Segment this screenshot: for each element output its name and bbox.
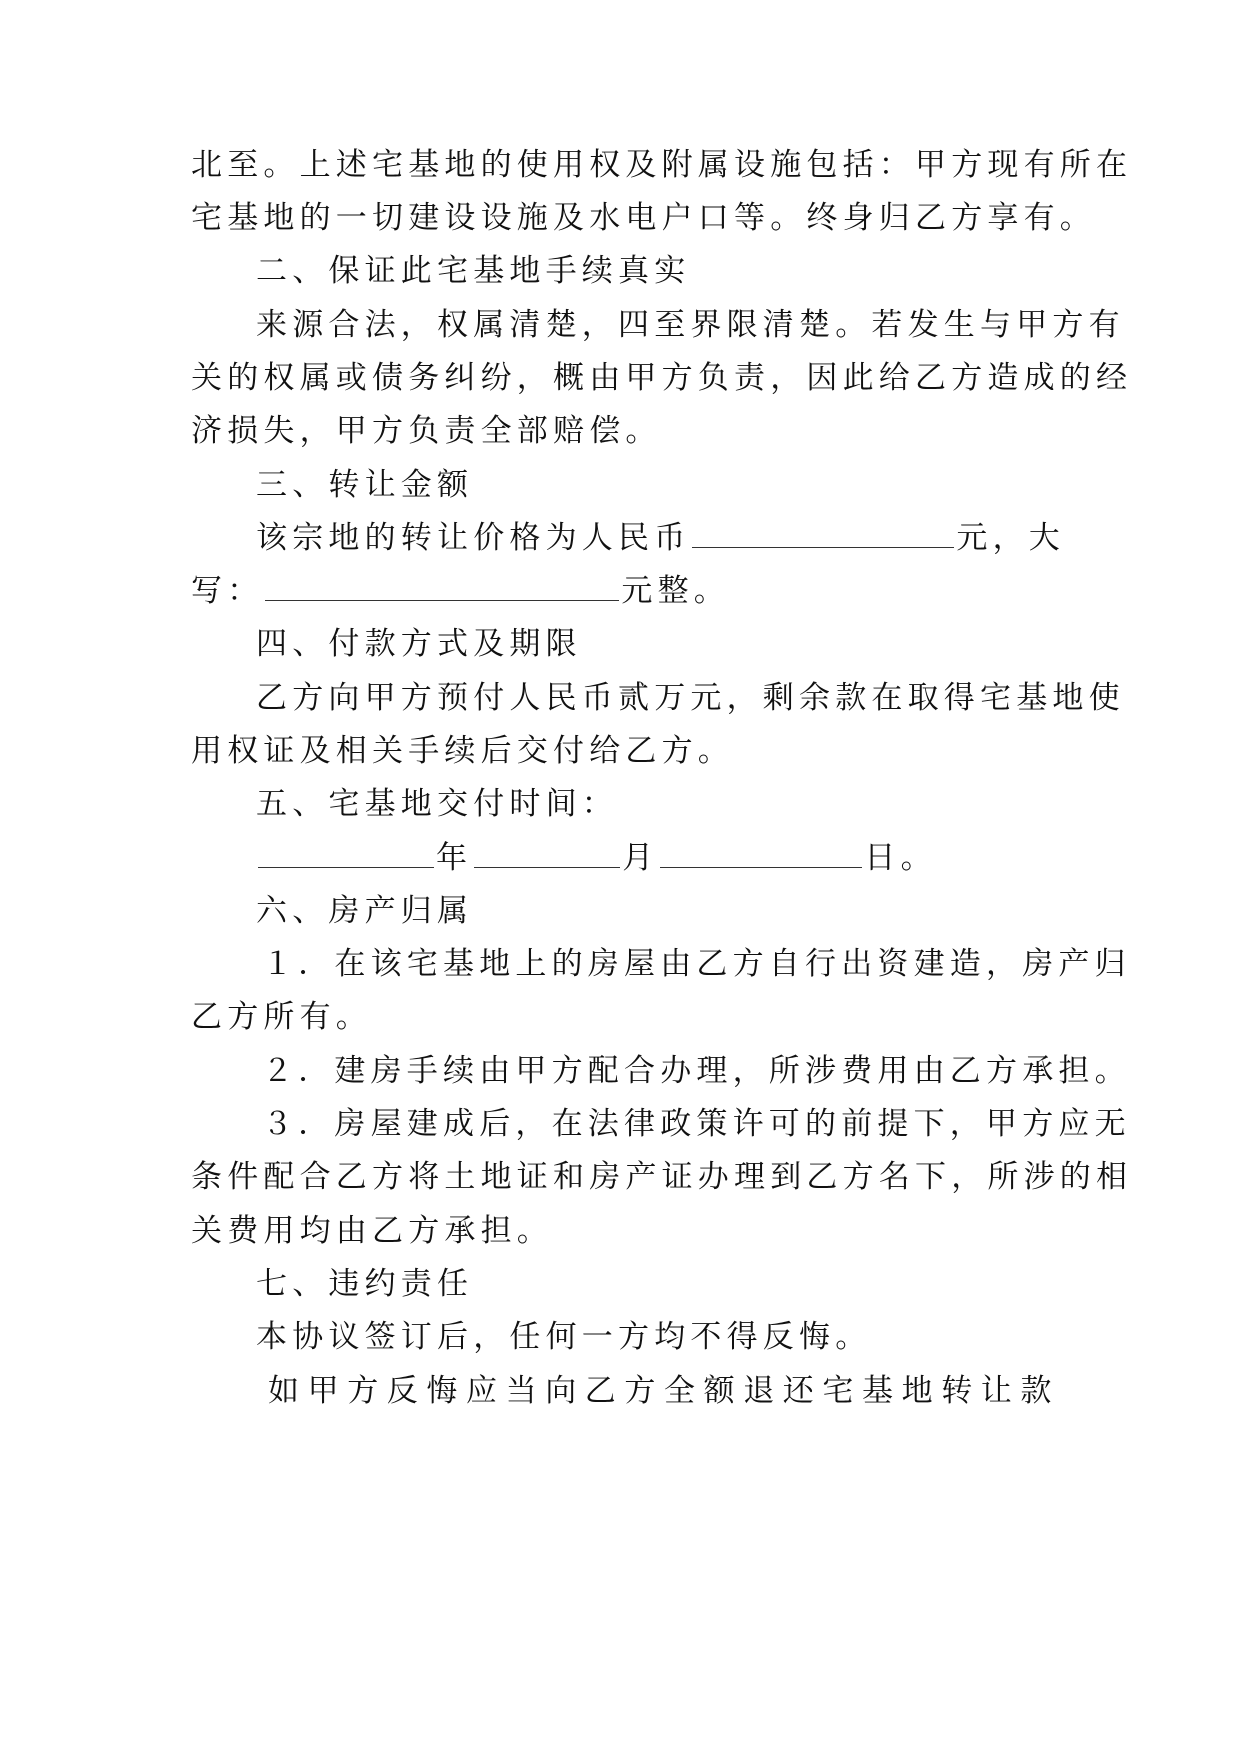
section-heading: 七、违约责任: [256, 1266, 474, 1302]
year-label: 年: [436, 840, 473, 876]
paragraph-line: 来源合法，权属清楚，四至界限清楚。若发生与甲方有: [256, 307, 1125, 343]
price-caps-blank: [265, 578, 619, 601]
paragraph-line: 宅基地的一切建设设施及水电户口等。终身归乙方享有。: [191, 200, 1096, 236]
year-blank: [258, 845, 434, 868]
day-blank: [660, 845, 862, 868]
price-unit: 元，大: [956, 520, 1066, 556]
paragraph-line: 关的权属或债务纠纷，概由甲方负责，因此给乙方造成的经: [191, 360, 1133, 396]
section-heading: 四、付款方式及期限: [256, 626, 582, 662]
month-label: 月: [622, 840, 659, 876]
price-blank: [692, 525, 954, 548]
section-heading: 五、宅基地交付时间：: [256, 786, 618, 822]
price-caps-suffix: 元整。: [621, 573, 731, 609]
price-caps-line: [191, 571, 730, 611]
clause-line: ２．建房手续由甲方配合办理，所涉费用由乙方承担。: [262, 1053, 1131, 1089]
clause-line: ３．房屋建成后，在法律政策许可的前提下，甲方应无: [262, 1106, 1131, 1142]
paragraph-line: 如甲方反悔应当向乙方全额退还宅基地转让款: [268, 1373, 1060, 1409]
day-label: 日。: [864, 840, 937, 876]
price-prefix: 该宗地的转让价格为人民币: [256, 520, 691, 556]
paragraph-line: 本协议签订后，任何一方均不得反悔。: [256, 1319, 872, 1355]
clause-line: 关费用均由乙方承担。: [191, 1213, 553, 1249]
section-heading: 二、保证此宅基地手续真实: [256, 253, 691, 289]
paragraph-line: 用权证及相关手续后交付给乙方。: [191, 733, 734, 769]
price-caps-prefix: 写：: [191, 573, 264, 609]
price-line: [256, 518, 1065, 558]
clause-line: １．在该宅基地上的房屋由乙方自行出资建造，房产归: [262, 946, 1131, 982]
section-heading: 三、转让金额: [256, 467, 474, 503]
paragraph-line: 济损失，甲方负责全部赔偿。: [191, 413, 662, 449]
section-heading: 六、房产归属: [256, 893, 474, 929]
month-blank: [474, 845, 620, 868]
delivery-date-line: [256, 838, 937, 878]
paragraph-line: 乙方向甲方预付人民币贰万元，剩余款在取得宅基地使: [256, 680, 1125, 716]
clause-line: 条件配合乙方将土地证和房产证办理到乙方名下，所涉的相: [191, 1159, 1133, 1195]
clause-line: 乙方所有。: [191, 999, 372, 1035]
paragraph-line: 北至。上述宅基地的使用权及附属设施包括：甲方现有所在: [191, 147, 1133, 183]
